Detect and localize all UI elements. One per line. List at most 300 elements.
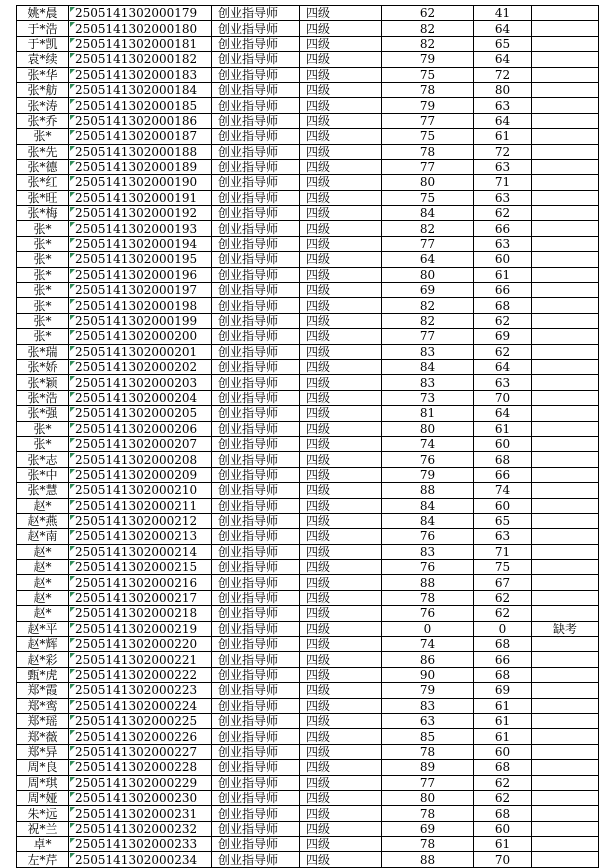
- level-cell: [300, 221, 382, 236]
- error-flag-icon: [70, 284, 75, 289]
- theory-score-cell: [382, 452, 474, 467]
- theory-score-cell: [382, 729, 474, 744]
- theory-score-cell: [382, 144, 474, 159]
- theory-score-cell: [382, 713, 474, 728]
- skill-score-cell: [474, 421, 532, 436]
- error-flag-icon: [70, 746, 75, 751]
- candidate-name-cell: [17, 206, 69, 221]
- skill-score-cell: [474, 806, 532, 821]
- skill-score-text: 63: [494, 160, 511, 175]
- skill-score-cell: [474, 98, 532, 113]
- candidate-name-text: 赵*彩: [27, 652, 58, 667]
- candidate-name-cell: [17, 36, 69, 51]
- error-flag-icon: [70, 315, 75, 320]
- table-row: [17, 652, 599, 667]
- ticket-number-text: 2505141302000228: [75, 760, 198, 775]
- level-text: 四级: [306, 160, 331, 175]
- occupation-cell: [212, 652, 300, 667]
- occupation-cell: [212, 606, 300, 621]
- occupation-text: 创业指导师: [218, 144, 279, 159]
- level-cell: [300, 175, 382, 190]
- candidate-name-cell: [17, 790, 69, 805]
- table-row: [17, 498, 599, 513]
- occupation-text: 创业指导师: [218, 621, 279, 636]
- theory-score-cell: [382, 637, 474, 652]
- skill-score-text: 61: [494, 267, 511, 282]
- occupation-text: 创业指导师: [218, 83, 279, 98]
- occupation-cell: [212, 144, 300, 159]
- skill-score-cell: [474, 637, 532, 652]
- error-flag-icon: [70, 777, 75, 782]
- ticket-number-cell: [69, 344, 212, 359]
- error-flag-icon: [70, 469, 75, 474]
- skill-score-cell: [474, 129, 532, 144]
- theory-score-cell: [382, 775, 474, 790]
- level-cell: [300, 775, 382, 790]
- skill-score-text: 72: [494, 144, 511, 159]
- candidate-name-text: 张*: [33, 314, 52, 328]
- skill-score-cell: [474, 221, 532, 236]
- theory-score-text: 79: [419, 98, 436, 113]
- skill-score-cell: [474, 144, 532, 159]
- theory-score-cell: [382, 113, 474, 128]
- remark-cell: [532, 267, 599, 282]
- ticket-number-cell: [69, 806, 212, 821]
- level-cell: [300, 436, 382, 451]
- theory-score-text: 63: [419, 714, 436, 729]
- candidate-name-cell: [17, 436, 69, 451]
- candidate-name-text: 张*: [33, 283, 52, 298]
- theory-score-cell: [382, 513, 474, 528]
- level-text: 四级: [306, 852, 331, 867]
- candidate-name-cell: [17, 575, 69, 590]
- ticket-number-cell: [69, 760, 212, 775]
- occupation-cell: [212, 667, 300, 682]
- error-flag-icon: [70, 7, 75, 12]
- theory-score-text: 77: [419, 237, 436, 252]
- ticket-number-cell: [69, 206, 212, 221]
- ticket-number-cell: [69, 637, 212, 652]
- candidate-name-cell: [17, 513, 69, 528]
- candidate-name-text: 张*志: [27, 452, 58, 467]
- occupation-text: 创业指导师: [218, 560, 279, 575]
- ticket-number-text: 2505141302000226: [75, 729, 198, 744]
- remark-cell: [532, 436, 599, 451]
- ticket-number-text: 2505141302000217: [75, 591, 198, 606]
- table-row: [17, 175, 599, 190]
- ticket-number-cell: [69, 606, 212, 621]
- error-flag-icon: [70, 99, 75, 104]
- table-row: [17, 82, 599, 97]
- table-row: [17, 683, 599, 698]
- table-row: [17, 359, 599, 374]
- theory-score-text: 79: [419, 52, 436, 67]
- table-row: [17, 21, 599, 36]
- ticket-number-text: 2505141302000184: [75, 83, 198, 98]
- table-row: [17, 36, 599, 51]
- theory-score-cell: [382, 421, 474, 436]
- occupation-cell: [212, 175, 300, 190]
- skill-score-cell: [474, 852, 532, 867]
- candidate-name-text: 张*先: [27, 144, 58, 159]
- skill-score-text: 70: [494, 390, 511, 405]
- level-text: 四级: [306, 375, 331, 390]
- skill-score-text: 61: [494, 129, 511, 144]
- theory-score-cell: [382, 406, 474, 421]
- table-row: [17, 98, 599, 113]
- occupation-text: 创业指导师: [218, 360, 279, 375]
- level-text: 四级: [306, 206, 331, 221]
- ticket-number-text: 2505141302000219: [75, 621, 198, 636]
- skill-score-text: 68: [494, 637, 511, 652]
- level-cell: [300, 52, 382, 67]
- theory-score-text: 76: [419, 452, 436, 467]
- remark-cell: [532, 467, 599, 482]
- ticket-number-cell: [69, 6, 212, 21]
- remark-cell: [532, 252, 599, 267]
- occupation-text: 创业指导师: [218, 237, 279, 252]
- candidate-name-cell: [17, 113, 69, 128]
- theory-score-text: 0: [423, 621, 432, 636]
- occupation-cell: [212, 113, 300, 128]
- table-row: [17, 421, 599, 436]
- skill-score-text: 71: [494, 175, 511, 190]
- level-cell: [300, 760, 382, 775]
- skill-score-cell: [474, 375, 532, 390]
- ticket-number-cell: [69, 483, 212, 498]
- theory-score-cell: [382, 544, 474, 559]
- skill-score-text: 71: [494, 544, 511, 559]
- occupation-text: 创业指导师: [218, 283, 279, 298]
- level-cell: [300, 483, 382, 498]
- occupation-cell: [212, 329, 300, 344]
- level-cell: [300, 375, 382, 390]
- ticket-number-cell: [69, 406, 212, 421]
- ticket-number-cell: [69, 467, 212, 482]
- theory-score-text: 77: [419, 775, 436, 790]
- table-row: [17, 406, 599, 421]
- theory-score-cell: [382, 560, 474, 575]
- level-text: 四级: [306, 360, 331, 375]
- level-text: 四级: [306, 144, 331, 159]
- ticket-number-cell: [69, 175, 212, 190]
- level-text: 四级: [306, 591, 331, 606]
- theory-score-cell: [382, 375, 474, 390]
- candidate-name-text: 张*旺: [27, 190, 58, 205]
- theory-score-text: 89: [419, 760, 436, 775]
- ticket-number-text: 2505141302000195: [75, 252, 198, 267]
- error-flag-icon: [70, 53, 75, 58]
- skill-score-text: 66: [494, 283, 511, 298]
- theory-score-text: 82: [419, 21, 436, 36]
- ticket-number-cell: [69, 575, 212, 590]
- remark-cell: [532, 98, 599, 113]
- error-flag-icon: [70, 146, 75, 151]
- occupation-text: 创业指导师: [218, 98, 279, 113]
- skill-score-text: 74: [494, 483, 511, 498]
- theory-score-text: 82: [419, 36, 436, 51]
- candidate-name-text: 张*瑞: [27, 344, 58, 359]
- level-text: 四级: [306, 221, 331, 236]
- level-cell: [300, 236, 382, 251]
- level-cell: [300, 98, 382, 113]
- theory-score-cell: [382, 575, 474, 590]
- occupation-text: 创业指导师: [218, 67, 279, 82]
- ticket-number-text: 2505141302000211: [75, 498, 198, 513]
- ticket-number-text: 2505141302000180: [75, 21, 198, 36]
- ticket-number-text: 2505141302000182: [75, 52, 198, 67]
- theory-score-cell: [382, 221, 474, 236]
- occupation-cell: [212, 837, 300, 852]
- remark-cell: [532, 575, 599, 590]
- candidate-name-cell: [17, 6, 69, 21]
- candidate-name-cell: [17, 698, 69, 713]
- level-cell: [300, 6, 382, 21]
- ticket-number-cell: [69, 652, 212, 667]
- table-row: [17, 513, 599, 528]
- skill-score-cell: [474, 21, 532, 36]
- remark-cell: [532, 375, 599, 390]
- table-row: [17, 375, 599, 390]
- level-cell: [300, 560, 382, 575]
- ticket-number-cell: [69, 837, 212, 852]
- skill-score-cell: [474, 621, 532, 636]
- ticket-number-cell: [69, 667, 212, 682]
- occupation-text: 创业指导师: [218, 606, 279, 621]
- ticket-number-cell: [69, 236, 212, 251]
- skill-score-cell: [474, 667, 532, 682]
- occupation-text: 创业指导师: [218, 529, 279, 544]
- theory-score-text: 77: [419, 160, 436, 175]
- remark-cell: [532, 513, 599, 528]
- remark-cell: [532, 590, 599, 605]
- ticket-number-cell: [69, 190, 212, 205]
- score-table: [16, 5, 599, 868]
- remark-cell: [532, 775, 599, 790]
- level-cell: [300, 283, 382, 298]
- candidate-name-text: 周*良: [27, 760, 58, 775]
- occupation-text: 创业指导师: [218, 483, 279, 498]
- occupation-cell: [212, 190, 300, 205]
- theory-score-text: 90: [419, 667, 436, 682]
- remark-cell: [532, 36, 599, 51]
- ticket-number-text: 2505141302000212: [75, 514, 198, 529]
- ticket-number-cell: [69, 790, 212, 805]
- remark-cell: [532, 529, 599, 544]
- skill-score-cell: [474, 283, 532, 298]
- error-flag-icon: [70, 715, 75, 720]
- error-flag-icon: [70, 500, 75, 505]
- candidate-name-text: 张*: [33, 329, 52, 344]
- candidate-name-cell: [17, 498, 69, 513]
- skill-score-text: 60: [494, 821, 511, 836]
- candidate-name-cell: [17, 560, 69, 575]
- occupation-text: 创业指导师: [218, 6, 279, 21]
- candidate-name-cell: [17, 313, 69, 328]
- ticket-number-text: 2505141302000231: [75, 806, 198, 821]
- table-row: [17, 821, 599, 836]
- skill-score-text: 72: [494, 67, 511, 82]
- theory-score-text: 75: [419, 190, 436, 205]
- level-cell: [300, 806, 382, 821]
- ticket-number-text: 2505141302000224: [75, 698, 198, 713]
- theory-score-cell: [382, 837, 474, 852]
- level-cell: [300, 790, 382, 805]
- occupation-cell: [212, 544, 300, 559]
- level-text: 四级: [306, 821, 331, 836]
- theory-score-text: 80: [419, 175, 436, 190]
- ticket-number-text: 2505141302000207: [75, 437, 198, 452]
- level-cell: [300, 159, 382, 174]
- occupation-text: 创业指导师: [218, 129, 279, 144]
- skill-score-text: 62: [494, 344, 511, 359]
- skill-score-cell: [474, 36, 532, 51]
- skill-score-cell: [474, 452, 532, 467]
- theory-score-text: 64: [419, 252, 436, 267]
- occupation-text: 创业指导师: [218, 667, 279, 682]
- candidate-name-cell: [17, 652, 69, 667]
- remark-cell: [532, 498, 599, 513]
- error-flag-icon: [70, 407, 75, 412]
- skill-score-cell: [474, 652, 532, 667]
- skill-score-text: 62: [494, 591, 511, 606]
- candidate-name-cell: [17, 406, 69, 421]
- skill-score-text: 64: [494, 52, 511, 67]
- ticket-number-cell: [69, 21, 212, 36]
- theory-score-cell: [382, 683, 474, 698]
- ticket-number-text: 2505141302000197: [75, 283, 198, 298]
- theory-score-text: 83: [419, 544, 436, 559]
- skill-score-text: 60: [494, 744, 511, 759]
- candidate-name-text: 左*芹: [27, 852, 58, 867]
- level-text: 四级: [306, 52, 331, 67]
- occupation-cell: [212, 513, 300, 528]
- candidate-name-cell: [17, 713, 69, 728]
- theory-score-text: 88: [419, 852, 436, 867]
- theory-score-cell: [382, 606, 474, 621]
- occupation-cell: [212, 421, 300, 436]
- error-flag-icon: [70, 84, 75, 89]
- skill-score-cell: [474, 744, 532, 759]
- candidate-name-text: 张*浩: [27, 390, 58, 405]
- theory-score-text: 74: [419, 437, 436, 452]
- remark-cell: [532, 67, 599, 82]
- occupation-text: 创业指导师: [218, 775, 279, 790]
- candidate-name-text: 张*德: [27, 160, 58, 175]
- level-cell: [300, 267, 382, 282]
- error-flag-icon: [70, 69, 75, 74]
- occupation-cell: [212, 575, 300, 590]
- skill-score-text: 66: [494, 652, 511, 667]
- error-flag-icon: [70, 346, 75, 351]
- theory-score-cell: [382, 190, 474, 205]
- error-flag-icon: [70, 653, 75, 658]
- occupation-text: 创业指导师: [218, 467, 279, 482]
- remark-cell: [532, 406, 599, 421]
- candidate-name-text: 张*中: [27, 467, 58, 482]
- ticket-number-cell: [69, 283, 212, 298]
- level-text: 四级: [306, 652, 331, 667]
- candidate-name-cell: [17, 67, 69, 82]
- candidate-name-cell: [17, 375, 69, 390]
- table-row: [17, 452, 599, 467]
- ticket-number-text: 2505141302000205: [75, 406, 198, 421]
- ticket-number-cell: [69, 498, 212, 513]
- table-row: [17, 590, 599, 605]
- candidate-name-text: 张*: [33, 437, 52, 452]
- occupation-cell: [212, 775, 300, 790]
- theory-score-text: 83: [419, 375, 436, 390]
- skill-score-cell: [474, 560, 532, 575]
- occupation-cell: [212, 283, 300, 298]
- skill-score-cell: [474, 113, 532, 128]
- occupation-cell: [212, 790, 300, 805]
- theory-score-text: 78: [419, 591, 436, 606]
- remark-cell: [532, 298, 599, 313]
- ticket-number-text: 2505141302000183: [75, 67, 198, 82]
- theory-score-cell: [382, 21, 474, 36]
- candidate-name-text: 赵*平: [27, 621, 58, 636]
- theory-score-cell: [382, 298, 474, 313]
- table-row: [17, 529, 599, 544]
- candidate-name-cell: [17, 637, 69, 652]
- level-cell: [300, 144, 382, 159]
- skill-score-text: 70: [494, 852, 511, 867]
- error-flag-icon: [70, 792, 75, 797]
- skill-score-cell: [474, 821, 532, 836]
- level-text: 四级: [306, 544, 331, 559]
- skill-score-cell: [474, 344, 532, 359]
- candidate-name-text: 赵*: [33, 606, 52, 621]
- theory-score-cell: [382, 313, 474, 328]
- level-text: 四级: [306, 283, 331, 298]
- candidate-name-cell: [17, 729, 69, 744]
- skill-score-cell: [474, 683, 532, 698]
- level-cell: [300, 852, 382, 867]
- ticket-number-text: 2505141302000187: [75, 129, 198, 144]
- ticket-number-text: 2505141302000193: [75, 221, 198, 236]
- theory-score-cell: [382, 590, 474, 605]
- occupation-text: 创业指导师: [218, 175, 279, 190]
- candidate-name-text: 张*: [33, 421, 52, 436]
- occupation-text: 创业指导师: [218, 821, 279, 836]
- ticket-number-cell: [69, 513, 212, 528]
- occupation-cell: [212, 729, 300, 744]
- theory-score-text: 73: [419, 390, 436, 405]
- candidate-name-text: 赵*南: [27, 529, 58, 544]
- error-flag-icon: [70, 222, 75, 227]
- occupation-cell: [212, 436, 300, 451]
- ticket-number-cell: [69, 529, 212, 544]
- table-row: [17, 713, 599, 728]
- skill-score-text: 61: [494, 421, 511, 436]
- skill-score-text: 68: [494, 760, 511, 775]
- occupation-cell: [212, 852, 300, 867]
- remark-cell: [532, 236, 599, 251]
- skill-score-text: 68: [494, 298, 511, 313]
- level-text: 四级: [306, 775, 331, 790]
- ticket-number-cell: [69, 67, 212, 82]
- level-text: 四级: [306, 575, 331, 590]
- level-cell: [300, 837, 382, 852]
- skill-score-text: 69: [494, 683, 511, 698]
- ticket-number-text: 2505141302000234: [75, 852, 198, 867]
- skill-score-text: 75: [494, 560, 511, 575]
- ticket-number-cell: [69, 82, 212, 97]
- candidate-name-cell: [17, 452, 69, 467]
- skill-score-cell: [474, 775, 532, 790]
- theory-score-cell: [382, 6, 474, 21]
